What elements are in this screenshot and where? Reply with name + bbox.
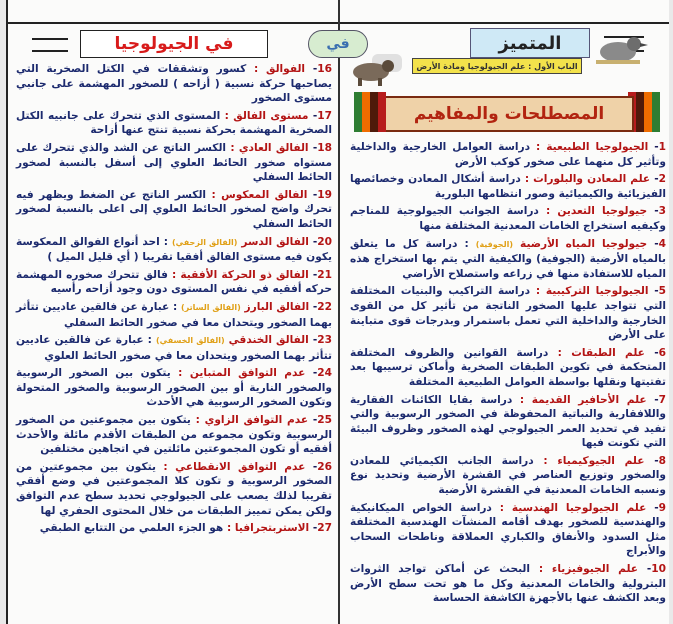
item-number: 21 bbox=[317, 268, 332, 281]
item-number: 8 bbox=[658, 454, 666, 467]
item-term: الفالق الخندقي bbox=[228, 334, 309, 347]
item-definition: البحث عن أماكن تواجد الثروات البترولية والخامات المعدنية وكل ما هو تحت سطح الأرض وبعد الكشف عنها بالأجهزة الكاشفة الحساسة bbox=[350, 563, 666, 605]
item-number: 6 bbox=[658, 346, 666, 359]
item-definition: يتكون بين الصخور الرسوبية والصخور النارية أو بين الصخور الرسوبية والصخور المتحولة وتكون الصخور الرسوبية هي الأحدث bbox=[16, 367, 332, 409]
item-number: 25 bbox=[317, 414, 332, 427]
section-title: المصطلحات والمفاهيم bbox=[413, 104, 605, 124]
item-definition: : عبارة عن فالقين عاديين تتأثر بهما الصخور ويتحدان معا في صخور الحائط السفلي bbox=[16, 300, 332, 329]
item-definition: هو الجزء العلمي من التتابع الطبقي bbox=[39, 522, 224, 535]
item-number: 17 bbox=[317, 109, 332, 122]
item-term: الفالق الدسر bbox=[241, 235, 309, 248]
item-definition: دراسة بقايا الكائنات الفقارية واللافقارية والنباتية المحفوظة في الصخور الرسوبية والتي تفيد في تحديد العمر الجيولوجي لهذه الصخور وظروف البيئة التي تكونت فيها bbox=[350, 393, 666, 450]
item-term: علم الجيولوجيا الهندسية : bbox=[499, 501, 647, 514]
document-page bbox=[6, 0, 669, 624]
item-number: 22 bbox=[317, 300, 332, 313]
list-item: 6- علم الطبقات : دراسة القوانين والظروف المختلفة المتحكمة في تكوين الطبقات الصخرية وأماكن ترسيبها بعد تفتيتها ونقلها بواسطة العوامل الطبيعية المختلفة bbox=[350, 346, 666, 388]
item-definition: الكسر الناتج عن الشد والذي تتحرك على مستواه صخور الحائط العلوي إلى أسفل بالنسبة لصخور الحائط السفلي bbox=[16, 141, 332, 184]
item-term: عدم التوافق المتباين : bbox=[178, 367, 306, 380]
list-item: 5- الجيولوجيا التركيبية : دراسة التراكيب والبنيات المختلفة التي تتواجد عليها الصخور الناتجة من تأثير كل من القوى الخارجية والداخلية التي تعمل باستمرار وبدرجات قوى متباينة على الأرض bbox=[350, 285, 666, 342]
chapter-subtitle-bar bbox=[412, 58, 582, 74]
list-item: 8- علم الجيوكيمياء : دراسة الجانب الكيميائي للمعادن والصخور وتوزيع العناصر في القشرة الأرضية وتحديد نوع ونسبه الخامات المعدنية في القشرة الأرضية bbox=[350, 454, 666, 497]
item-definition: : احد أنواع الفوالق المعكوسة يكون فيه مستوى الفالق أفقيا تقريبا ( أي قليل الميل ) bbox=[16, 235, 332, 264]
section-banner bbox=[354, 92, 660, 132]
item-number: 26 bbox=[317, 460, 332, 473]
item-definition: دراسة الجانب الكيميائي للمعادن والصخور وتوزيع العناصر في القشرة الأرضية وتحديد نوع ونسبه الخامات المعدنية في القشرة الأرضية bbox=[350, 454, 666, 497]
right-header-banner bbox=[470, 28, 590, 58]
item-term-alt: (الفالق الخسفي) bbox=[155, 336, 225, 346]
list-item: 25- عدم التوافق الزاوي : يتكون بين مجموعتين من الصخور الرسوبية وتكون مجموعه من الطبقات الأقدم مائلة والأحدث أفقيه أو تكون المجموعتين مائلتين في اتجاهين مختلفين bbox=[16, 414, 332, 456]
item-term: الفوالق : bbox=[254, 63, 306, 75]
item-term: جيولوجيا التعدين : bbox=[545, 205, 648, 218]
list-item: 18- الفالق العادي : الكسر الناتج عن الشد والذي تتحرك على مستواه صخور الحائط العلوي إلى أسفل بالنسبة لصخور الحائط السفلي bbox=[16, 141, 332, 184]
item-definition: دراسة أشكال المعادن وخصائصها الفيزيائية والكيميائية وصور انتظامها البلورية bbox=[350, 173, 666, 200]
list-item: 22- الفالق البارز (الفالق الساتر) : عبارة عن فالقين عاديين تتأثر بهما الصخور ويتحدان معا في صخور الحائط السفلي bbox=[16, 300, 332, 329]
item-number: 16 bbox=[317, 63, 332, 75]
item-term: الفالق ذو الحركة الأفقية : bbox=[172, 268, 309, 281]
item-definition: دراسة التراكيب والبنيات المختلفة التي تتواجد عليها الصخور الناتجة من تأثير كل من القوى الخارجية والداخلية التي تعمل باستمرار وبدرجات قوى متباينة على الأرض bbox=[350, 285, 666, 342]
item-number: 24 bbox=[317, 367, 332, 380]
left-column bbox=[16, 62, 332, 539]
item-definition: يتكون بين مجموعتين من الصخور الرسوبية وتكون مجموعه من الطبقات الأقدم مائلة والأحدث أفقيه أو تكون المجموعتين مائلتين في اتجاهين مختلفين bbox=[16, 414, 332, 456]
list-item: 7- علم الأحافير القديمة : دراسة بقايا الكائنات الفقارية واللافقارية والنباتية المحفوظة في الصخور الرسوبية والتي تفيد في تحديد العمر الجيولوجي لهذه الصخور وظروف البيئة التي تكونت فيها bbox=[350, 393, 666, 450]
item-number: 7 bbox=[658, 393, 666, 406]
item-term-alt: (الفالق الزحفي) bbox=[171, 237, 238, 247]
item-term: الفالق البارز bbox=[244, 300, 310, 313]
item-definition: : دراسة كل ما يتعلق بالمياه الأرضية (الجوفية) والكيفية التي يتم بها استخراج هذه المياه للاستفادة منها في زراعه واستصلاح الأراضي bbox=[350, 237, 666, 280]
item-term: عدم التوافق الزاوي : bbox=[195, 414, 309, 427]
item-definition: المستوى الذي تتحرك على جانبيه الكتل الصخرية المهشمة بحركة نسبية تنتج عنها أزاحة bbox=[16, 109, 332, 137]
list-item: 20- الفالق الدسر (الفالق الزحفي) : احد أنواع الفوالق المعكوسة يكون فيه مستوى الفالق أفقيا تقريبا ( أي قليل الميل ) bbox=[16, 235, 332, 264]
item-number: 2 bbox=[658, 173, 666, 186]
item-term: الاستربتجرافيا : bbox=[226, 522, 310, 535]
list-item: 19- الفالق المعكوس : الكسر الناتج عن الضغط ويظهر فيه تحرك واضح لصخور الحائط العلوي إلى اعلى بالنسبة لصخور الحائط السفلي bbox=[16, 188, 332, 230]
item-term: الفالق المعكوس : bbox=[211, 188, 308, 201]
item-definition: : عبارة عن فالقين عاديين تتأثر بهما الصخور ويتحدان معا في صخور الحائط العلوي bbox=[16, 334, 332, 362]
item-definition: دراسة العوامل الخارجية والداخلية وتأثير كل منهما على صخور كوكب الأرض bbox=[350, 141, 666, 168]
item-term: علم الأحافير القديمة : bbox=[519, 393, 647, 406]
list-item: 3- جيولوجيا التعدين : دراسة الجوانب الجيولوجية للمناجم وكيفيه استخراج الخامات المعدنية المختلفة منها bbox=[350, 205, 666, 232]
right-column bbox=[350, 140, 666, 609]
item-number: 5 bbox=[658, 285, 666, 298]
list-item: 27- الاستربتجرافيا : هو الجزء العلمي من التتابع الطبقي bbox=[39, 522, 332, 535]
list-item: 16- الفوالق : كسور وتشققات في الكتل الصخرية التي يصاحبها حركة نسبية ( أزاحه ) للصخور المهشمة على جانبي مستوى الصخور bbox=[16, 63, 332, 105]
list-item: 21- الفالق ذو الحركة الأفقية : فالق تتحرك صخوره المهشمة حركه أفقيه في نفس المستوى دون وجود أزاحه رأسيه bbox=[16, 268, 332, 296]
item-number: 1 bbox=[658, 141, 666, 153]
item-term-alt: (الجوفية) bbox=[475, 239, 513, 249]
bird-illustration-icon bbox=[588, 30, 648, 70]
item-definition: فالق تتحرك صخوره المهشمة حركه أفقيه في نفس المستوى دون وجود أزاحه رأسيه bbox=[16, 268, 332, 296]
list-item: 1- الجيولوجيا الطبيعية : دراسة العوامل الخارجية والداخلية وتأثير كل منهما على صخور كوكب الأرض bbox=[350, 141, 666, 168]
item-definition: دراسة الجوانب الجيولوجية للمناجم وكيفيه استخراج الخامات المعدنية المختلفة منها bbox=[350, 205, 666, 232]
left-header-banner bbox=[80, 30, 268, 58]
list-item: 10- علم الجيوفيزياء : البحث عن أماكن تواجد الثروات البترولية والخامات المعدنية وكل ما هو تحت سطح الأرض وبعد الكشف عنها بالأجهزة الكاشفة الحساسة bbox=[350, 563, 666, 605]
banner-ornament-left bbox=[354, 92, 386, 132]
item-definition: الكسر الناتج عن الضغط ويظهر فيه تحرك واضح لصخور الحائط العلوي إلى اعلى بالنسبة لصخور الحائط السفلي bbox=[16, 188, 332, 230]
item-term: علم الطبقات : bbox=[557, 346, 645, 359]
item-term: جيولوجيا المياه الأرضية bbox=[520, 237, 648, 250]
item-number: 18 bbox=[317, 141, 332, 154]
item-definition: كسور وتشققات في الكتل الصخرية التي يصاحبها حركة نسبية ( أزاحه ) للصخور المهشمة على جانبي مستوى الصخور bbox=[16, 63, 332, 105]
item-number: 20 bbox=[317, 235, 332, 248]
item-number: 10 bbox=[651, 563, 666, 576]
left-header-title: في الجيولوجيا bbox=[114, 34, 234, 54]
list-item: 17- مستوى الفالق : المستوى الذي تتحرك على جانبيه الكتل الصخرية المهشمة بحركة نسبية تنتج عنها أزاحة bbox=[16, 109, 332, 137]
item-number: 4 bbox=[658, 237, 666, 250]
column-divider bbox=[338, 0, 340, 624]
header-ornament-left bbox=[32, 38, 68, 52]
item-term: علم المعادن والبلورات : bbox=[524, 173, 651, 186]
item-number: 3 bbox=[658, 205, 666, 218]
animal-illustration-icon bbox=[344, 54, 398, 86]
section-title-box bbox=[384, 96, 634, 132]
item-term: عدم التوافق الانقطاعي : bbox=[163, 460, 306, 473]
item-number: 9 bbox=[658, 501, 666, 514]
list-item: 23- الفالق الخندقي (الفالق الخسفي) : عبارة عن فالقين عاديين تتأثر بهما الصخور ويتحدان معا في صخور الحائط العلوي bbox=[16, 334, 332, 362]
item-term: علم الجيوكيمياء : bbox=[543, 454, 645, 467]
item-number: 23 bbox=[317, 334, 332, 347]
item-term: علم الجيوفيزياء : bbox=[538, 563, 639, 576]
item-number: 27 bbox=[317, 522, 332, 535]
item-term: الجيولوجيا الطبيعية : bbox=[536, 141, 649, 153]
item-term: الفالق العادي : bbox=[230, 141, 309, 154]
list-item: 24- عدم التوافق المتباين : يتكون بين الصخور الرسوبية والصخور النارية أو بين الصخور الرسوبية والصخور المتحولة وتكون الصخور الرسوبية هي الأحدث bbox=[16, 367, 332, 409]
item-definition: يتكون بين مجموعتين من الصخور الرسوبية و تكون كلا المجموعتين في وضع أفقي تقريبا لذلك يصعب على الجيولوجي تحديد سطح عدم التوافق ولكن يمكن تمييز الطبقات من خلال المحتوى الحفري لها bbox=[16, 460, 332, 517]
item-definition: دراسة الخواص الميكانيكية والهندسية للصخور بهدف أقامه المنشآت الهندسية المختلفة مثل السدود والأنفاق والكباري العملاقة وناطحات السحاب والأبراج bbox=[350, 501, 666, 558]
list-item: 2- علم المعادن والبلورات : دراسة أشكال المعادن وخصائصها الفيزيائية والكيميائية وصور انتظامها البلورية bbox=[350, 173, 666, 200]
item-number: 19 bbox=[317, 188, 332, 201]
item-term: الجيولوجيا التركيبية : bbox=[535, 285, 649, 298]
list-item: 4- جيولوجيا المياه الأرضية (الجوفية) : دراسة كل ما يتعلق بالمياه الأرضية (الجوفية) والكيفية التي يتم بها استخراج هذه المياه للاستفادة منها في زراعه واستصلاح الأراضي bbox=[350, 237, 666, 280]
item-term-alt: (الفالق الساتر) bbox=[181, 302, 241, 312]
center-badge-text: في bbox=[326, 36, 350, 52]
right-header-title: المتميز bbox=[498, 32, 562, 54]
item-definition: دراسة القوانين والظروف المختلفة المتحكمة في تكوين الطبقات الصخرية وأماكن ترسيبها بعد تفتيتها ونقلها بواسطة العوامل الطبيعية المختلفة bbox=[350, 346, 666, 388]
list-item: 9- علم الجيولوجيا الهندسية : دراسة الخواص الميكانيكية والهندسية للصخور بهدف أقامه المنشآت الهندسية المختلفة مثل السدود والأنفاق والكباري العملاقة وناطحات السحاب والأبراج bbox=[350, 501, 666, 558]
chapter-subtitle: الباب الأول : علم الجيولوجيا ومادة الأرض bbox=[416, 61, 578, 71]
item-term: مستوى الفالق : bbox=[224, 109, 309, 122]
list-item: 26- عدم التوافق الانقطاعي : يتكون بين مجموعتين من الصخور الرسوبية و تكون كلا المجموعتين في وضع أفقي تقريبا لذلك يصعب على الجيولوجي تحديد سطح عدم التوافق ولكن يمكن تمييز الطبقات من خلال المحتوى الحفري لها bbox=[16, 460, 332, 517]
